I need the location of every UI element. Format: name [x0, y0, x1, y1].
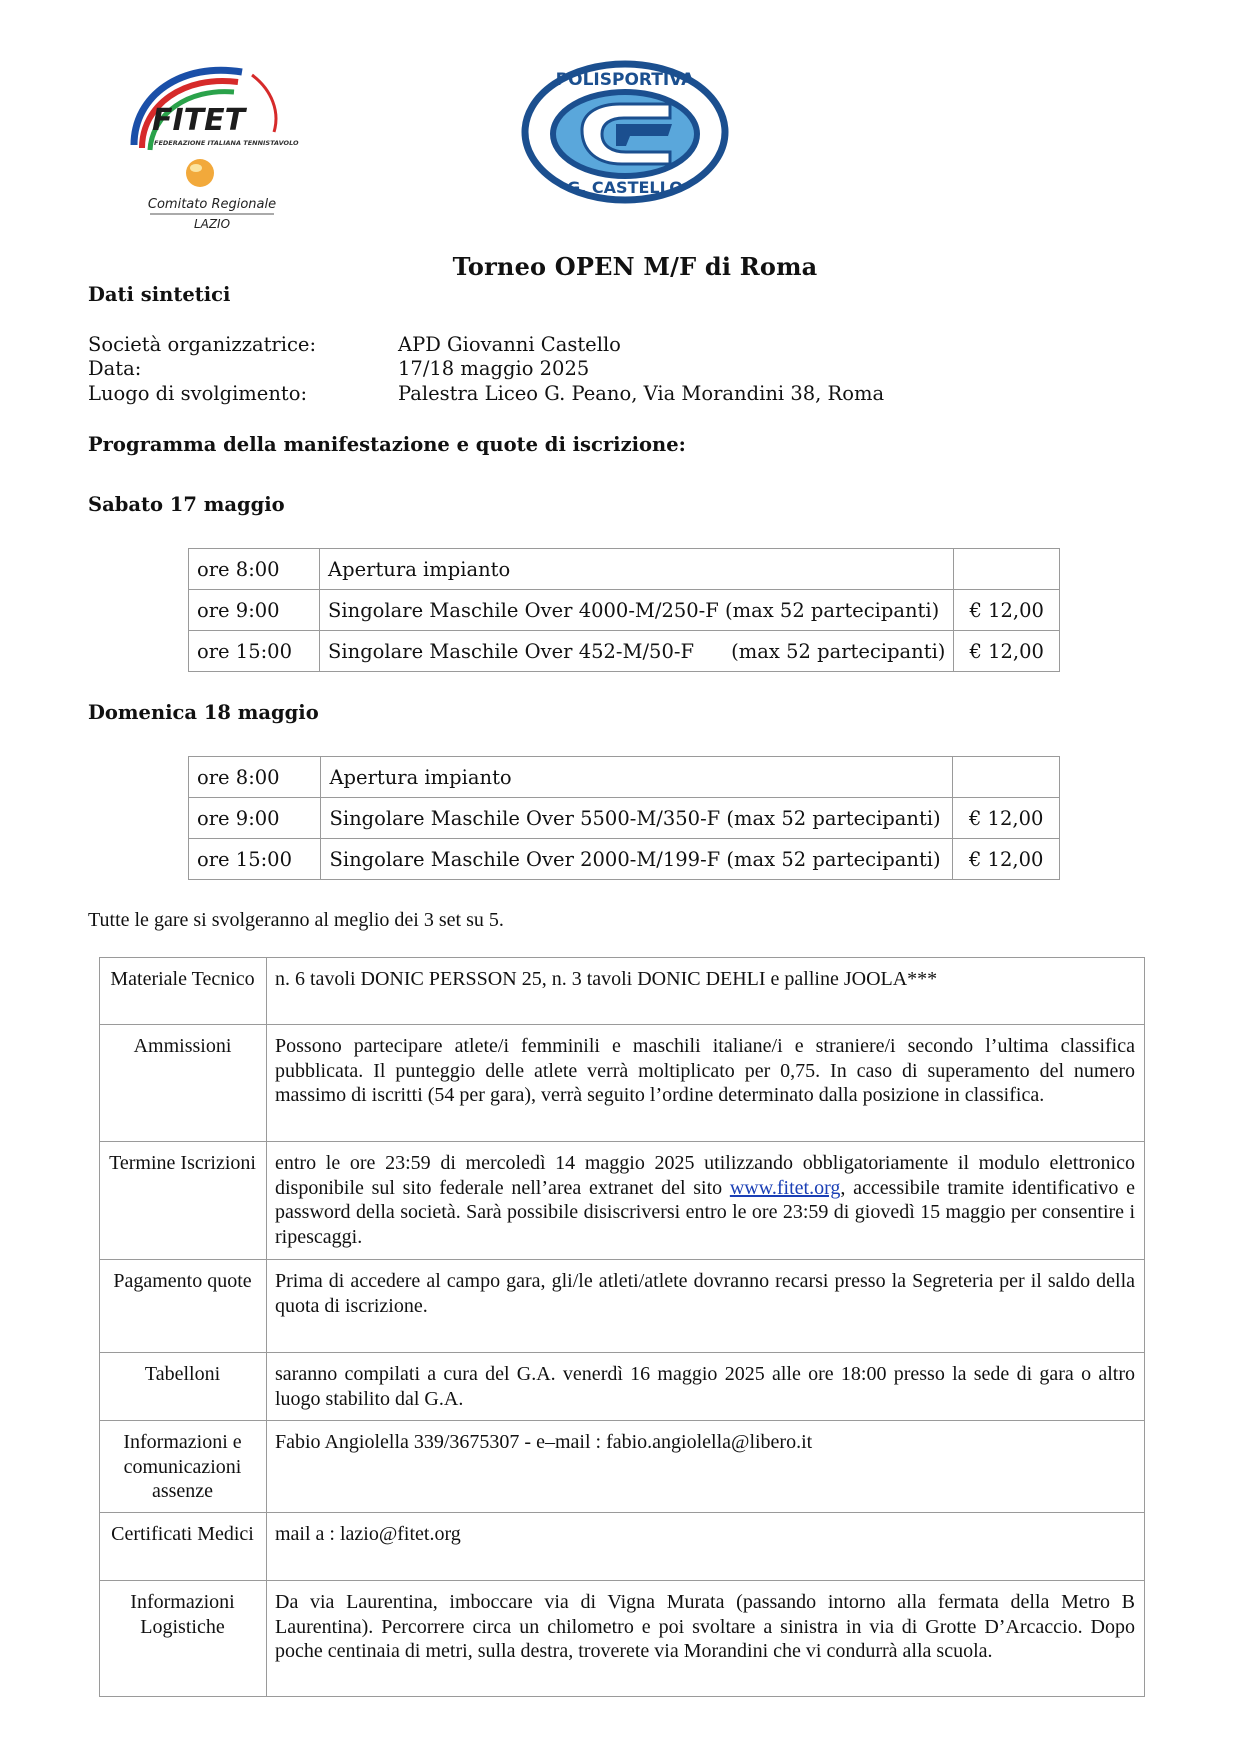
sunday-schedule-table	[188, 756, 1060, 880]
svg-text:LAZIO: LAZIO	[193, 217, 231, 231]
schedule-time: ore 9:00	[189, 798, 321, 839]
info-label: Pagamento quote	[100, 1260, 267, 1353]
day-label: Sabato 17 maggio	[88, 493, 285, 516]
summary-value: APD Giovanni Castello	[398, 333, 621, 356]
schedule-event: Singolare Maschile Over 452-M/50-F (max 52 partecipanti)	[320, 631, 954, 672]
schedule-event: Singolare Maschile Over 5500-M/350-F (max 52 partecipanti)	[321, 798, 953, 839]
info-value: n. 6 tavoli DONIC PERSSON 25, n. 3 tavoli DONIC DEHLI e palline JOOLA***	[267, 958, 1145, 1025]
summary-label: Società organizzatrice:	[88, 333, 317, 356]
schedule-event: Singolare Maschile Over 2000-M/199-F (max 52 partecipanti)	[321, 839, 953, 880]
info-row	[100, 1513, 1145, 1581]
info-value: mail a : lazio@fitet.org	[267, 1513, 1145, 1581]
svg-text:FITET: FITET	[152, 103, 246, 138]
day-label: Domenica 18 maggio	[88, 701, 319, 724]
summary-label: Data:	[88, 357, 142, 380]
schedule-event: Singolare Maschile Over 4000-M/250-F (max 52 partecipanti)	[320, 590, 954, 631]
schedule-row	[189, 549, 1060, 590]
info-label: Materiale Tecnico	[100, 958, 267, 1025]
schedule-row	[189, 757, 1060, 798]
info-label: Informazioni e comunicazioni assenze	[100, 1421, 267, 1513]
polisportiva-logo	[520, 60, 730, 205]
schedule-fee: € 12,00	[953, 798, 1060, 839]
info-label: Termine Iscrizioni	[100, 1142, 267, 1260]
info-value: Fabio Angiolella 339/3675307 - e–mail : fabio.angiolella@libero.it	[267, 1421, 1145, 1513]
schedule-time: ore 8:00	[189, 757, 321, 798]
schedule-fee: € 12,00	[954, 631, 1060, 672]
document-title: Torneo OPEN M/F di Roma	[452, 252, 818, 281]
schedule-time: ore 8:00	[189, 549, 320, 590]
schedule-row	[189, 839, 1060, 880]
info-row	[100, 1260, 1145, 1353]
fitet-website-link[interactable]: www.fitet.org	[729, 1176, 841, 1199]
svg-text:FEDERAZIONE ITALIANA TENNISTAV: FEDERAZIONE ITALIANA TENNISTAVOLO	[154, 139, 299, 147]
schedule-row	[189, 631, 1060, 672]
summary-label: Luogo di svolgimento:	[88, 382, 308, 405]
info-value	[267, 1142, 1145, 1260]
svg-text:POLISPORTIVA: POLISPORTIVA	[555, 70, 695, 90]
info-row	[100, 1025, 1145, 1142]
info-row	[100, 1142, 1145, 1260]
info-label: Tabelloni	[100, 1353, 267, 1421]
svg-text:Comitato Regionale: Comitato Regionale	[147, 197, 277, 212]
schedule-event: Apertura impianto	[320, 549, 954, 590]
info-row	[100, 1581, 1145, 1697]
summary-heading: Dati sintetici	[88, 283, 231, 306]
match-format-note: Tutte le gare si svolgeranno al meglio dei 3 set su 5.	[88, 909, 504, 931]
saturday-schedule-table	[188, 548, 1060, 672]
info-text: entro le ore 23:59 di mercoledì 14 maggio 2025 utilizzando obbligatoriamente il modulo elettronico disponibile sul sito federale nell’area extranet del sito	[275, 1152, 1135, 1199]
schedule-fee	[953, 757, 1060, 798]
info-label: Ammissioni	[100, 1025, 267, 1142]
schedule-fee: € 12,00	[953, 839, 1060, 880]
svg-text:G. CASTELLO: G. CASTELLO	[567, 178, 683, 197]
program-heading: Programma della manifestazione e quote di iscrizione:	[88, 433, 686, 456]
summary-value: 17/18 maggio 2025	[398, 357, 590, 380]
info-value: Possono partecipare atlete/i femminili e maschili italiane/i e straniere/i secondo l’ultima classifica pubblicata. Il punteggio delle atlete verrà moltiplicato per 0,75. In caso di superamento del numero massimo di iscritti (54 per gara), verrà seguito l’ordine determinato dalla posizione in classifica.	[267, 1025, 1145, 1142]
info-row	[100, 1353, 1145, 1421]
schedule-time: ore 9:00	[189, 590, 320, 631]
schedule-fee: € 12,00	[954, 590, 1060, 631]
fitet-logo	[112, 50, 302, 240]
info-text: , accessibile tramite identificativo e password della società. Sarà possibile disiscriversi entro le ore 23:59 di giovedì 15 maggio per consentire i ripescaggi.	[275, 1176, 1135, 1248]
info-table	[99, 957, 1145, 1697]
schedule-event: Apertura impianto	[321, 757, 953, 798]
info-row	[100, 1421, 1145, 1513]
schedule-row	[189, 590, 1060, 631]
schedule-row	[189, 798, 1060, 839]
info-row	[100, 958, 1145, 1025]
schedule-fee	[954, 549, 1060, 590]
info-value: Da via Laurentina, imboccare via di Vigna Murata (passando intorno alla fermata della Metro B Laurentina). Percorrere circa un chilometro e poi svoltare a sinistra in via di Grotte D’Arcaccio. Dopo poche centinaia di metri, sulla destra, troverete via Morandini che vi condurrà alla scuola.	[267, 1581, 1145, 1697]
schedule-time: ore 15:00	[189, 839, 321, 880]
info-value: Prima di accedere al campo gara, gli/le atleti/atlete dovranno recarsi presso la Segreteria per il saldo della quota di iscrizione.	[267, 1260, 1145, 1353]
info-value: saranno compilati a cura del G.A. venerdì 16 maggio 2025 alle ore 18:00 presso la sede di gara o altro luogo stabilito dal G.A.	[267, 1353, 1145, 1421]
info-label: Informazioni Logistiche	[100, 1581, 267, 1697]
info-label: Certificati Medici	[100, 1513, 267, 1581]
schedule-time: ore 15:00	[189, 631, 320, 672]
summary-value: Palestra Liceo G. Peano, Via Morandini 38, Roma	[398, 382, 885, 405]
